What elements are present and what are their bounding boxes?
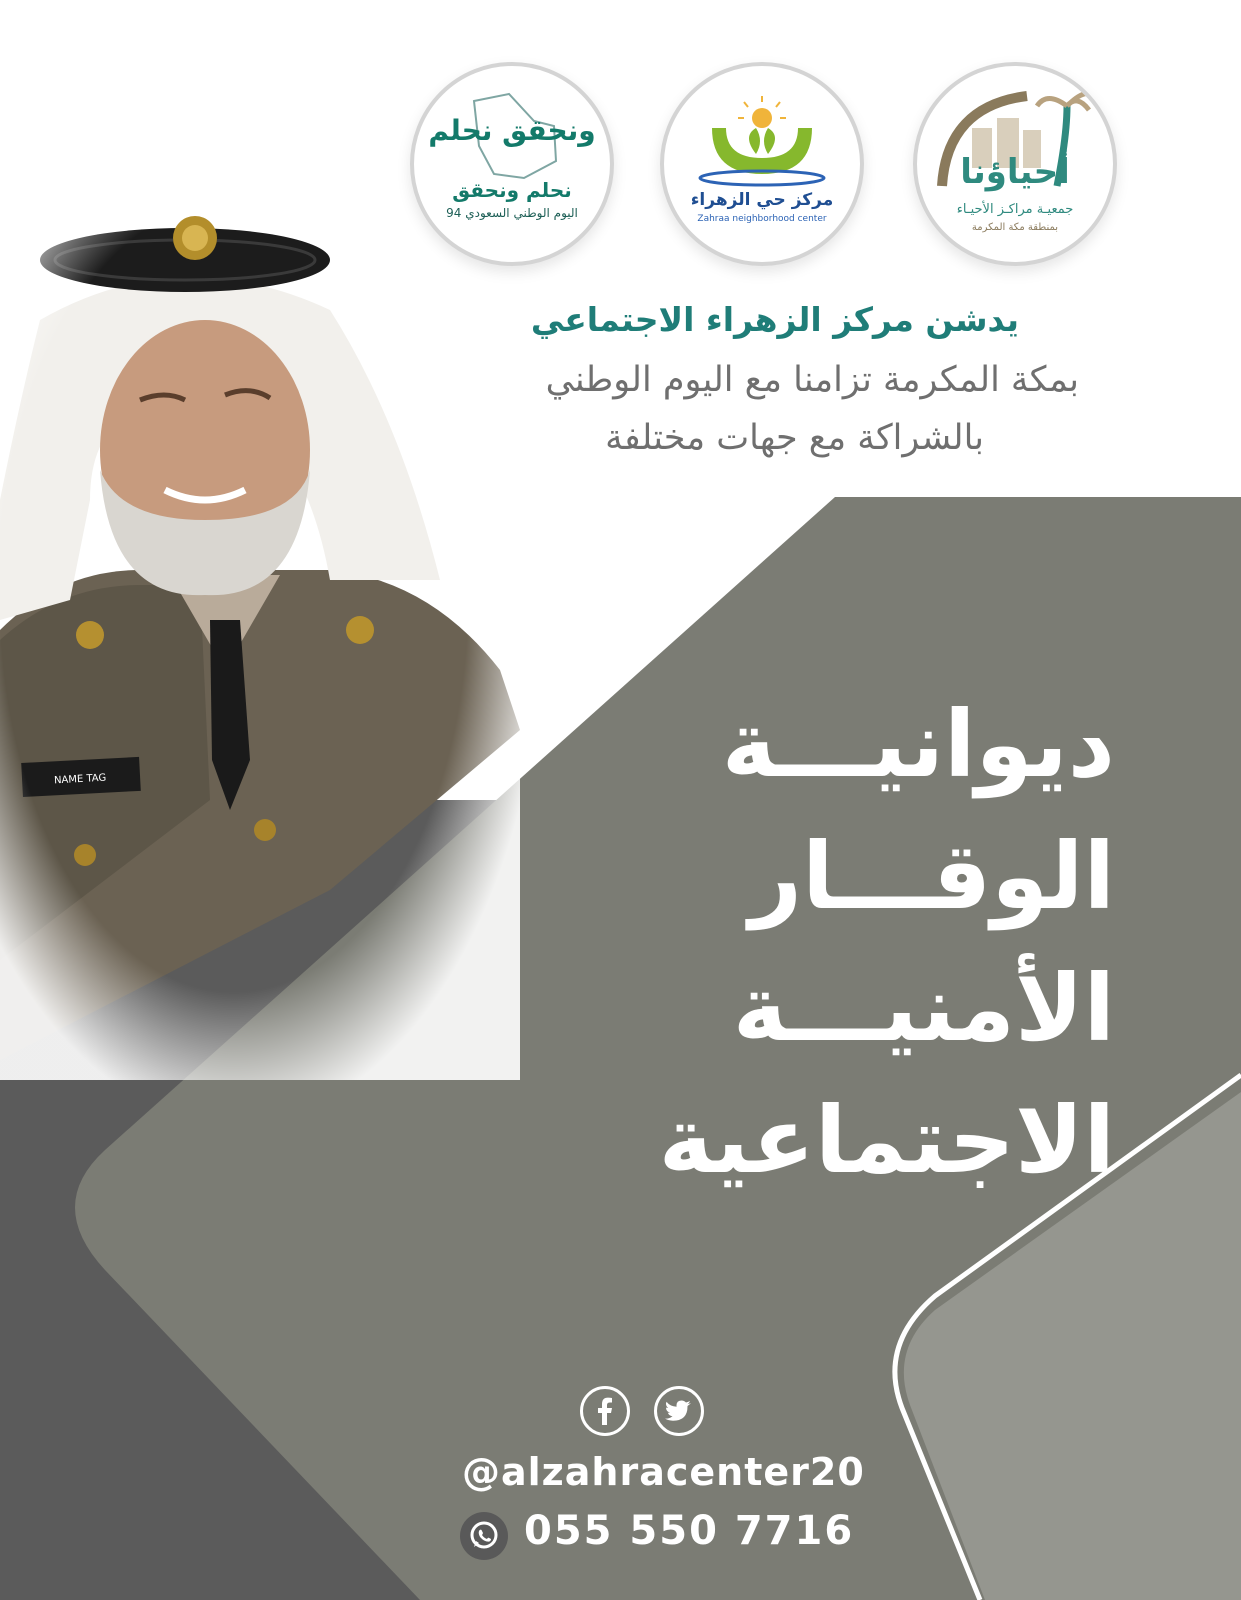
headline-line-1: يدشن مركز الزهراء الاجتماعي	[530, 300, 1019, 339]
national-day-line1: نحلم ونحقق	[452, 178, 572, 202]
zahraa-name-ar: مركز حي الزهراء	[690, 190, 834, 210]
social-handle: @alzahracenter20	[462, 1450, 865, 1494]
national-day-logo	[410, 62, 614, 266]
facebook-icon[interactable]	[580, 1386, 630, 1436]
ahyauna-word: أحياؤنا	[960, 152, 1070, 192]
headline-line-2: بمكة المكرمة تزامنا مع اليوم الوطني	[545, 360, 1079, 400]
sun-leaf-icon	[664, 66, 860, 262]
title-line-1: ديوانيـــة	[721, 691, 1115, 798]
phone-row	[460, 1508, 880, 1568]
zahraa-name-en: Zahraa neighborhood center	[697, 214, 827, 224]
national-day-line2: اليوم الوطني السعودي 94	[446, 206, 578, 220]
social-links	[580, 1386, 720, 1442]
title-line-3: الأمنيـــة	[732, 955, 1115, 1062]
ahyauna-line1: جمعيـة مراكـز الأحيـاء	[956, 202, 1074, 217]
title-line-2: الوقـــار	[749, 823, 1115, 930]
ahyauna-line2: بمنطقة مكة المكرمة	[971, 222, 1059, 233]
phone-number: 055 550 7716	[524, 1508, 855, 1554]
zahraa-center-logo	[660, 62, 864, 266]
whatsapp-icon[interactable]	[460, 1512, 508, 1560]
saudi-map-icon	[414, 66, 610, 262]
ahyauna-logo	[913, 62, 1117, 266]
title-line-4: الاجتماعية	[658, 1087, 1115, 1194]
national-day-script-art: ونحقق نحلم	[428, 114, 596, 147]
twitter-icon[interactable]	[654, 1386, 704, 1436]
headline-line-3: بالشراكة مع جهات مختلفة	[605, 418, 984, 458]
